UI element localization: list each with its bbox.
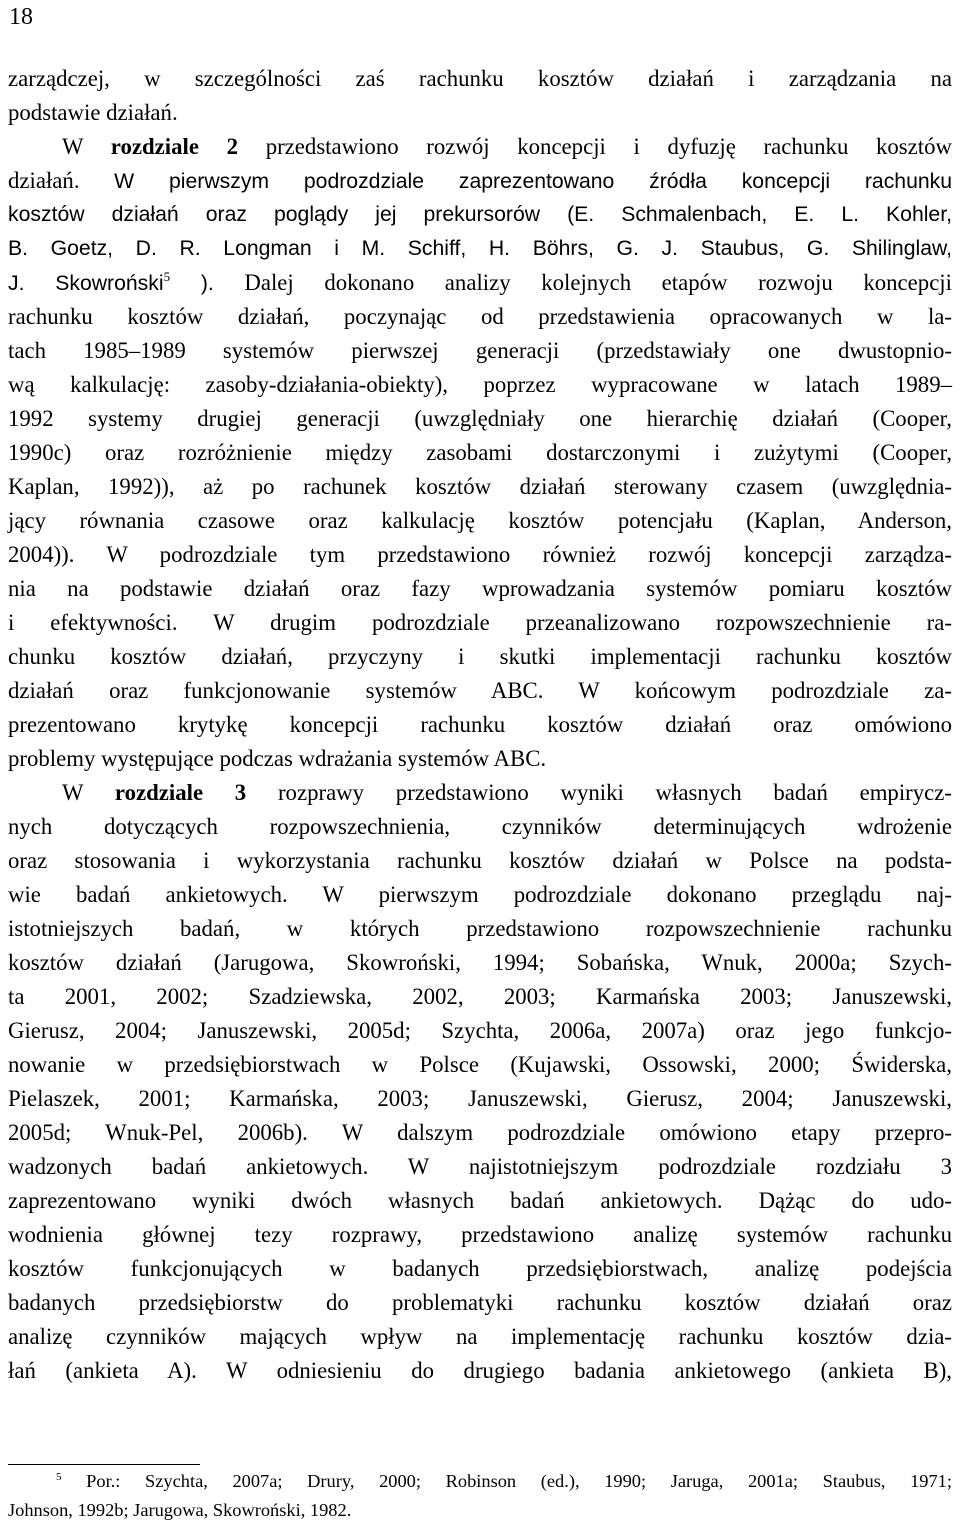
footnote-marker: 5 — [56, 1471, 62, 1483]
chapter-reference: rozdziale 2 — [110, 134, 239, 159]
text-line: kosztów funkcjonujących w badanych przedsiębiorstwach, analizę podejścia — [8, 1256, 952, 1281]
text-line: wadzonych badań ankietowych. W najistotniejszym podrozdziale rozdziału 3 — [8, 1154, 952, 1179]
footnote-divider — [8, 1464, 200, 1465]
text-line: nowanie w przedsiębiorstwach w Polsce (Kujawski, Ossowski, 2000; Świderska, — [8, 1052, 952, 1077]
text-line: J. Skowroński$^5$ ). Dalej dokonano analizy kolejnych etapów rozwoju koncepcji — [8, 269, 952, 295]
footnote-line: Johnson, 1992b; Jarugowa, Skowroński, 1982. — [8, 1500, 352, 1520]
text-line: prezentowano krytykę koncepcji rachunku kosztów działań oraz omówiono — [8, 712, 952, 737]
text-line: problemy występujące podczas wdrażania systemów ABC. — [8, 746, 547, 771]
text-line: kosztów działań (Jarugowa, Skowroński, 1994; Sobańska, Wnuk, 2000a; Szych- — [8, 950, 952, 975]
text-line: rachunku kosztów działań, poczynając od przedstawienia opracowanych w la- — [8, 304, 952, 329]
text-line: wie badań ankietowych. W pierwszym podrozdziale dokonano przeglądu naj- — [8, 882, 952, 907]
text-line: i efektywności. W drugim podrozdziale przeanalizowano rozpowszechnienie ra- — [8, 610, 952, 635]
page-number: 18 — [9, 4, 33, 30]
text-line: 1990c) oraz rozróżnienie między zasobami dostarczonymi i zużytymi (Cooper, — [8, 440, 952, 465]
text-line: podstawie działań. — [8, 100, 178, 125]
text-line: W rozdziale 2 przedstawiono rozwój koncepcji i dyfuzję rachunku kosztów — [62, 134, 952, 159]
text-line: 2004)). W podrozdziale tym przedstawiono również rozwój koncepcji zarządza- — [8, 542, 952, 567]
text-line: jący równania czasowe oraz kalkulację kosztów potencjału (Kaplan, Anderson, — [8, 508, 952, 533]
footnote-marker: 5 — [163, 269, 171, 284]
text-line: wodnienia głównej tezy rozprawy, przedstawiono analizę systemów rachunku — [8, 1222, 952, 1247]
text-line: istotniejszych badań, w których przedstawiono rozpowszechnienie rachunku — [8, 916, 952, 941]
text-line: wą kalkulację: zasoby-działania-obiekty), poprzez wypracowane w latach 1989– — [8, 372, 952, 397]
text-line: 1992 systemy drugiej generacji (uwzględniały one hierarchię działań (Cooper, — [8, 406, 952, 431]
text-line: działań oraz funkcjonowanie systemów ABC. W końcowym podrozdziale za- — [8, 678, 952, 703]
footnote-line: $^5$ Por.: Szychta, 2007a; Drury, 2000; Robinson (ed.), 1990; Jaruga, 2001a; Staubus, 1971; — [56, 1471, 952, 1491]
text-line: działań. W pierwszym podrozdziale zaprezentowano źródła koncepcji rachunku — [8, 168, 953, 193]
text-line: W rozdziale 3 rozprawy przedstawiono wyniki własnych badań empirycz- — [62, 780, 952, 805]
text-line: 2005d; Wnuk-Pel, 2006b). W dalszym podrozdziale omówiono etapy przepro- — [8, 1120, 952, 1145]
text-line: nia na podstawie działań oraz fazy wprowadzania systemów pomiaru kosztów — [8, 576, 952, 601]
text-line: chunku kosztów działań, przyczyny i skutki implementacji rachunku kosztów — [8, 644, 952, 669]
text-line: zarządczej, w szczególności zaś rachunku kosztów działań i zarządzania na — [8, 66, 952, 91]
chapter-reference: rozdziale 3 — [114, 780, 247, 805]
text-line: łań (ankieta A). W odniesieniu do drugiego badania ankietowego (ankieta B), — [8, 1358, 952, 1383]
text-line: nych dotyczących rozpowszechnienia, czynników determinujących wdrożenie — [8, 814, 952, 839]
text-line: Gierusz, 2004; Januszewski, 2005d; Szychta, 2006a, 2007a) oraz jego funkcjo- — [8, 1018, 952, 1043]
text-line: Pielaszek, 2001; Karmańska, 2003; Januszewski, Gierusz, 2004; Januszewski, — [8, 1086, 952, 1111]
text-line: tach 1985–1989 systemów pierwszej generacji (przedstawiały one dwustopnio- — [8, 338, 952, 363]
text-line: analizę czynników mających wpływ na implementację rachunku kosztów dzia- — [8, 1324, 952, 1349]
text-line: oraz stosowania i wykorzystania rachunku kosztów działań w Polsce na podsta- — [8, 848, 952, 873]
text-line: B. Goetz, D. R. Longman i M. Schiff, H. Böhrs, G. J. Staubus, G. Shilinglaw, — [8, 237, 952, 260]
text-line: ta 2001, 2002; Szadziewska, 2002, 2003; Karmańska 2003; Januszewski, — [8, 984, 952, 1009]
text-line: zaprezentowano wyniki dwóch własnych badań ankietowych. Dążąc do udo- — [8, 1188, 952, 1213]
text-line: badanych przedsiębiorstw do problematyki rachunku kosztów działań oraz — [8, 1290, 952, 1315]
text-line: Kaplan, 1992)), aż po rachunek kosztów działań sterowany czasem (uwzględnia- — [8, 474, 952, 499]
text-line: kosztów działań oraz poglądy jej prekursorów (E. Schmalenbach, E. L. Kohler, — [8, 203, 952, 226]
